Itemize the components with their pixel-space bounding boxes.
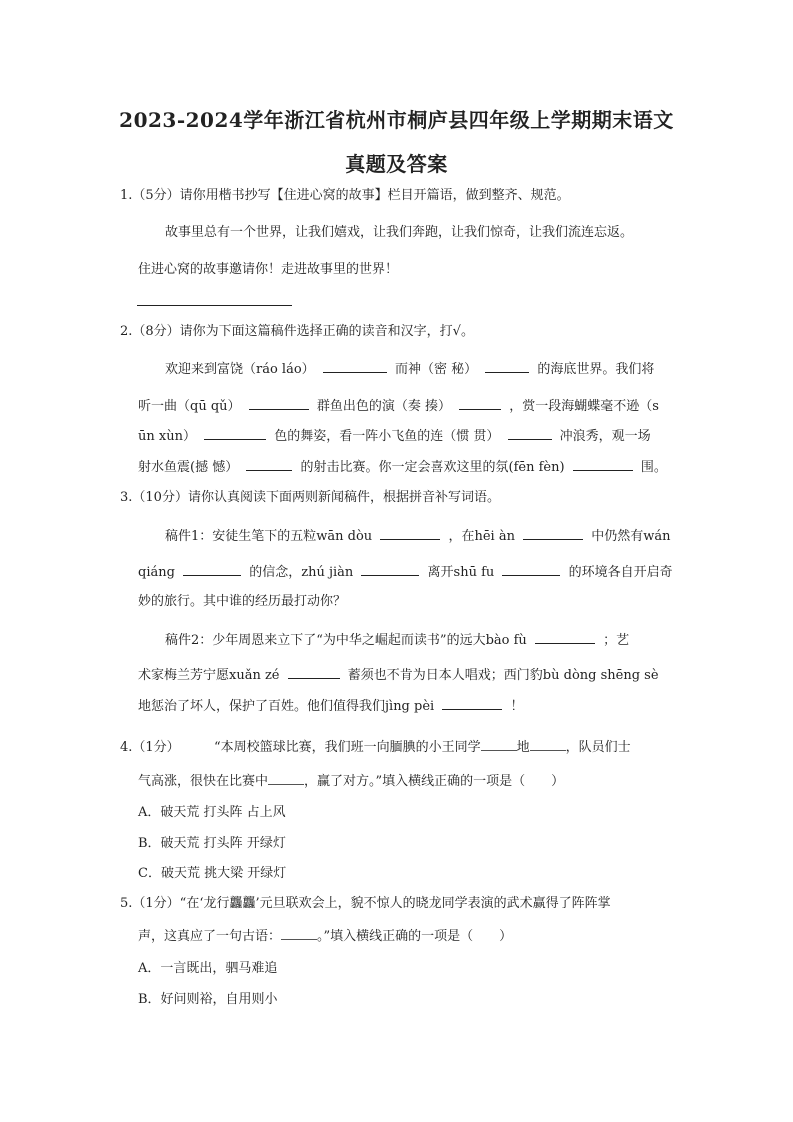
- q3-text: ，在hēi àn: [448, 529, 515, 544]
- q2-text: 的射击比赛。你一定会喜欢这里的氛(fēn fèn): [300, 460, 565, 475]
- q3-article1-line2: [138, 561, 673, 583]
- q2-text: 射水鱼震(撼 憾）: [138, 460, 239, 475]
- q3-text: 中仍然有wán: [591, 529, 671, 544]
- q4-option-b[interactable]: B．破天荒 打头阵 开绿灯: [138, 836, 286, 851]
- q3-text: 稿件1：安徒生笔下的五粒wān dòu: [165, 529, 373, 544]
- answer-blank[interactable]: [323, 358, 387, 373]
- answer-blank[interactable]: [530, 736, 566, 751]
- q4-line2: [138, 770, 564, 792]
- q2-text: 围。: [640, 460, 667, 475]
- q3-text: 的环境各自开启奇: [568, 565, 673, 580]
- q4-text: “本周校篮球比赛，我们班一向腼腆的小王同学: [213, 740, 481, 755]
- q3-text: ！: [510, 699, 524, 714]
- q2-text: ūn xùn）: [138, 429, 196, 444]
- q5-option-b[interactable]: B．好问则裕，自用则小: [138, 992, 278, 1007]
- answer-blank[interactable]: [481, 736, 517, 751]
- q3-text: 术家梅兰芳宁愿xuǎn zé: [138, 668, 280, 683]
- answer-blank[interactable]: [523, 525, 583, 540]
- q1-passage-line2: 住进心窝的故事邀请你！走进故事里的世界！: [138, 262, 399, 277]
- q5-text: 声，这真应了一句古语：: [138, 929, 282, 944]
- document-title-line1: 2023-2024学年浙江省杭州市桐庐县四年级上学期期末语文: [119, 108, 674, 132]
- q5-stem: 5.（1分）“在‘龙行龘龘’元旦联欢会上，貌不惊人的晓龙同学表演的武术赢得了阵阵掌: [120, 896, 611, 911]
- q3-stem: 3.（10分）请你认真阅读下面两则新闻稿件，根据拼音补写词语。: [120, 490, 500, 505]
- q4-text: ，队员们士: [565, 740, 631, 755]
- answer-blank[interactable]: [573, 456, 633, 471]
- q2-text: ，赏一段海蝴蝶毫不逊（s: [509, 399, 659, 414]
- q3-article2-line1: [165, 629, 629, 651]
- q2-text: 群鱼出色的演（奏 揍）: [316, 399, 451, 414]
- q2-line2: [138, 395, 659, 417]
- q4-stem: [120, 736, 631, 758]
- q4-option-c[interactable]: C．破天荒 挑大梁 开绿灯: [138, 866, 287, 881]
- answer-blank[interactable]: [485, 358, 529, 373]
- answer-blank[interactable]: [281, 925, 317, 940]
- answer-blank[interactable]: [246, 456, 292, 471]
- q1-answer-line[interactable]: [137, 305, 292, 306]
- answer-blank[interactable]: [459, 395, 501, 410]
- document-title-line2: 真题及答案: [345, 152, 448, 176]
- answer-blank[interactable]: [204, 425, 266, 440]
- answer-blank[interactable]: [288, 664, 340, 679]
- answer-blank[interactable]: [380, 525, 440, 540]
- q2-text: 而神（密 秘）: [394, 362, 478, 377]
- q2-text: 的海底世界。我们将: [537, 362, 655, 377]
- q3-article2-line2: [138, 664, 659, 686]
- answer-blank[interactable]: [508, 425, 552, 440]
- q5-line2: [138, 925, 512, 947]
- q3-article1-line3: 妙的旅行。其中谁的经历最打动你？: [138, 594, 347, 609]
- q4-text: 气高涨，很快在比赛中: [138, 774, 269, 789]
- q2-line1: [165, 358, 654, 380]
- q3-text: qiáng: [138, 565, 175, 580]
- q3-text: 稿件2：少年周恩来立下了“为中华之崛起而读书”的远大bào fù: [165, 633, 527, 648]
- q2-text: 听一曲（qū qǔ）: [138, 399, 241, 414]
- q5-text: 。”填入横线正确的一项是（ ）: [317, 929, 513, 944]
- q5-option-a[interactable]: A．一言既出，驷马难追: [138, 961, 278, 976]
- q2-text: 色的舞姿，看一阵小飞鱼的连（惯 贯）: [274, 429, 500, 444]
- answer-blank[interactable]: [249, 395, 309, 410]
- q4-option-a[interactable]: A．破天荒 打头阵 占上风: [138, 805, 286, 820]
- q4-text: ，赢了对方。”填入横线正确的一项是（ ）: [304, 774, 565, 789]
- answer-blank[interactable]: [535, 629, 595, 644]
- q2-stem: 2.（8分）请你为下面这篇稿件选择正确的读音和汉字，打√。: [120, 324, 474, 339]
- q3-text: 离开shū fu: [427, 565, 495, 580]
- q2-line4: [138, 456, 667, 478]
- q3-text: ；艺: [603, 633, 630, 648]
- answer-blank[interactable]: [183, 561, 241, 576]
- q1-passage-line1: 故事里总有一个世界，让我们嬉戏，让我们奔跑，让我们惊奇，让我们流连忘返。: [165, 225, 634, 240]
- q2-text: 欢迎来到富饶（ráo láo）: [165, 362, 315, 377]
- q4-text: 地: [516, 740, 530, 755]
- answer-blank[interactable]: [361, 561, 419, 576]
- q3-text: 地惩治了坏人，保护了百姓。他们值得我们jìng pèi: [138, 699, 435, 714]
- q3-text: 的信念，zhú jiàn: [249, 565, 354, 580]
- answer-blank[interactable]: [502, 561, 560, 576]
- answer-blank[interactable]: [268, 770, 304, 785]
- q3-article1-line1: [165, 525, 671, 547]
- q2-line3: [138, 425, 651, 447]
- q1-stem: 1.（5分）请你用楷书抄写【住进心窝的故事】栏目开篇语，做到整齐、规范。: [120, 188, 570, 203]
- answer-blank[interactable]: [442, 695, 502, 710]
- q3-article2-line3: [138, 695, 524, 717]
- q2-text: 冲浪秀，观一场: [559, 429, 651, 444]
- q4-text: 4.（1分）: [120, 740, 180, 755]
- q3-text: 蓄须也不肯为日本人唱戏；西门豹bù dòng shēng sè: [347, 668, 659, 683]
